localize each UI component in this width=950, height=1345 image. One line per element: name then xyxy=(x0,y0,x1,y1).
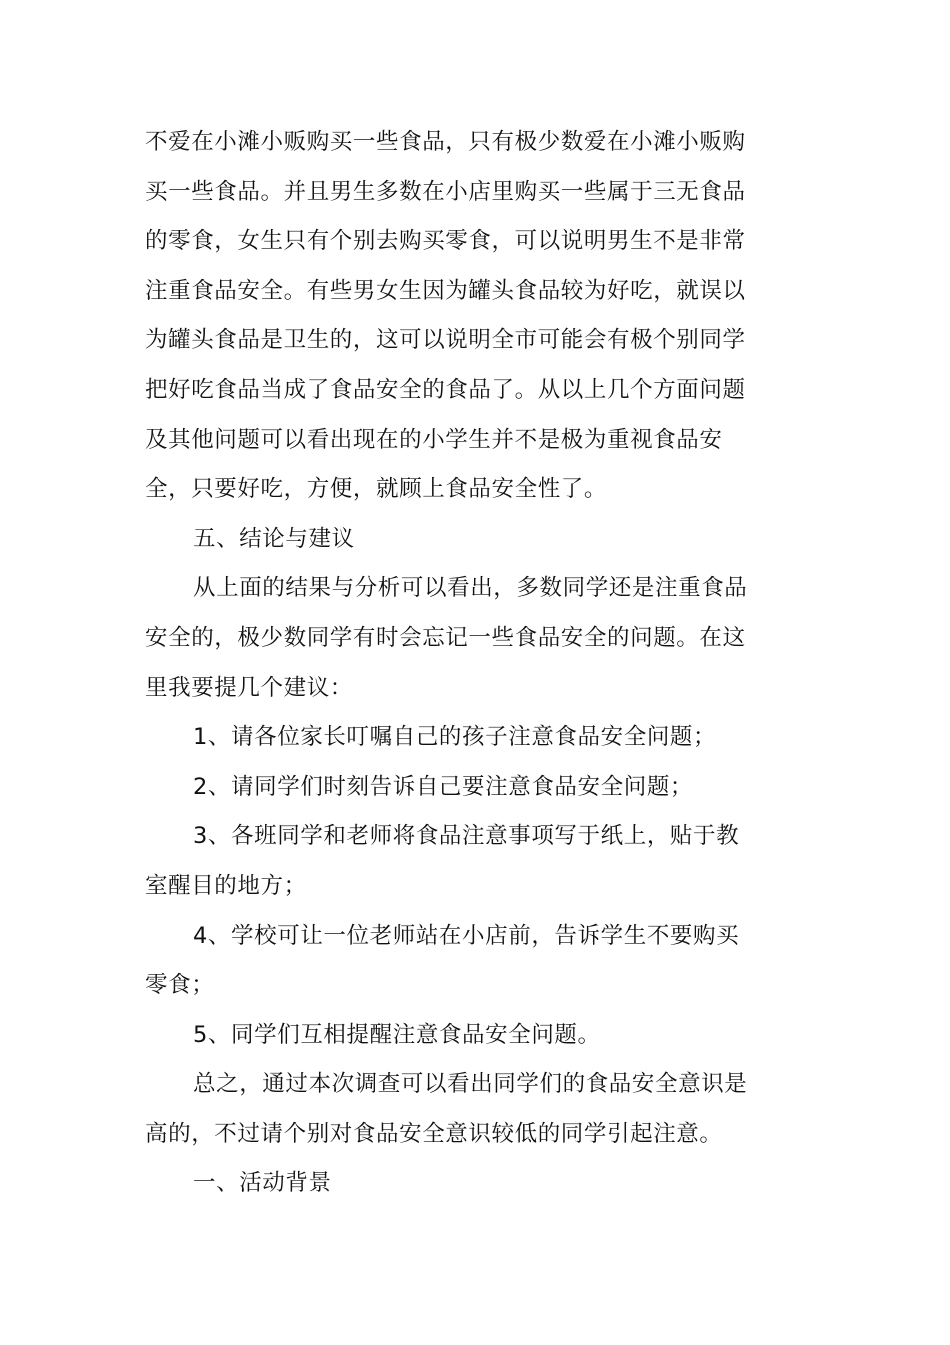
text-line: 室醒目的地方； xyxy=(145,872,307,899)
text-line: 为罐头食品是卫生的，这可以说明全市可能会有极个别同学 xyxy=(145,327,746,354)
text-line: 零食； xyxy=(145,972,215,999)
document-body xyxy=(145,118,765,1209)
suggestion-item-3: 3、各班同学和老师将食品注意事项写于纸上，贴于教 xyxy=(193,823,740,850)
text-line: 及其他问题可以看出现在的小学生并不是极为重视食品安 xyxy=(145,426,723,453)
text-line: 把好吃食品当成了食品安全的食品了。从以上几个方面问题 xyxy=(145,376,746,403)
section-heading-conclusion: 五、结论与建议 xyxy=(193,525,355,552)
text-line: 里我要提几个建议： xyxy=(145,674,353,701)
text-line: 高的，不过请个别对食品安全意识较低的同学引起注意。 xyxy=(145,1120,723,1147)
text-line: 总之，通过本次调查可以看出同学们的食品安全意识是 xyxy=(193,1071,748,1098)
suggestion-item-4: 4、学校可让一位老师站在小店前，告诉学生不要购买 xyxy=(193,922,740,949)
text-line: 从上面的结果与分析可以看出，多数同学还是注重食品 xyxy=(193,575,748,602)
suggestion-item-1: 1、请各位家长叮嘱自己的孩子注意食品安全问题； xyxy=(193,724,717,751)
suggestion-item-2: 2、请同学们时刻告诉自己要注意食品安全问题； xyxy=(193,773,694,800)
suggestion-item-5: 5、同学们互相提醒注意食品安全问题。 xyxy=(193,1021,601,1048)
text-line: 的零食，女生只有个别去购买零食，可以说明男生不是非常 xyxy=(145,228,746,255)
text-line: 全，只要好吃，方便，就顾上食品安全性了。 xyxy=(145,476,608,503)
section-heading-background: 一、活动背景 xyxy=(193,1170,332,1197)
text-line: 注重食品安全。有些男女生因为罐头食品较为好吃，就误以 xyxy=(145,277,746,304)
text-line: 不爱在小滩小贩购买一些食品，只有极少数爱在小滩小贩购 xyxy=(145,129,746,155)
text-line: 买一些食品。并且男生多数在小店里购买一些属于三无食品 xyxy=(145,178,746,205)
text-line: 安全的，极少数同学有时会忘记一些食品安全的问题。在这 xyxy=(145,624,746,651)
